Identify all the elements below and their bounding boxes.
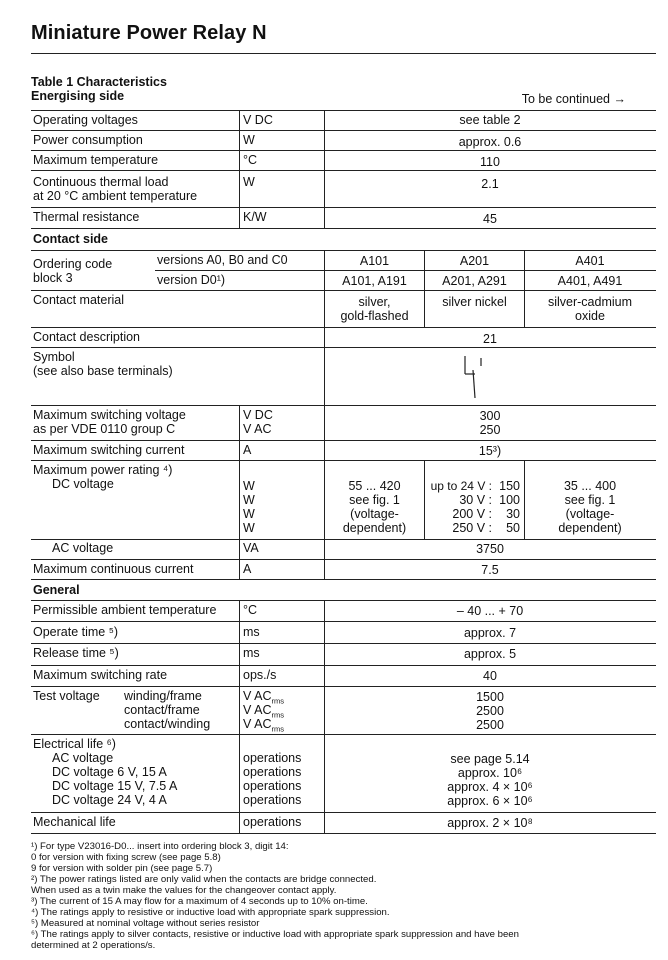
energising-heading: Energising side [31, 89, 125, 103]
unit-text: V AC [243, 717, 272, 731]
row-value: approx. 5 [463, 647, 517, 661]
title-rule [31, 53, 656, 54]
row-label: Mechanical life [33, 815, 116, 829]
row-rule [31, 539, 656, 540]
unit-subscript: rms [271, 710, 284, 720]
row-value: 45 [483, 212, 497, 226]
footnote: 9 for version with solder pin (see page 5.7) [31, 863, 213, 874]
general-heading: General [33, 583, 80, 597]
unit-subscript: rms [271, 696, 284, 706]
rating-value: see fig. 1 [349, 493, 400, 507]
table-title [31, 75, 167, 103]
row-value: see table 2 [459, 113, 521, 127]
row-unit: ms [243, 646, 260, 660]
row-label: Symbol [33, 350, 75, 364]
row-unit: W [243, 507, 255, 521]
row-label: at 20 °C ambient temperature [33, 189, 198, 203]
row-value: 300 [479, 409, 501, 423]
material-value: gold-flashed [340, 309, 409, 323]
table-caption: Table 1 Characteristics [31, 75, 167, 89]
rating-value: (voltage- [350, 507, 399, 521]
row-label: Test voltage [33, 689, 100, 703]
row-unit: A [243, 562, 252, 576]
ordering-version: versions A0, B0 and C0 [157, 253, 288, 267]
material-value: silver nickel [442, 295, 507, 309]
row-label: Continuous thermal load [33, 175, 169, 189]
row-rule [31, 643, 656, 644]
row-value: 15³) [478, 444, 502, 458]
rating-value: (voltage- [565, 507, 615, 521]
row-value: 1500 [476, 690, 504, 704]
rating-power: 100 [499, 493, 520, 507]
row-rule [31, 327, 656, 328]
row-value: approx. 0.6 [458, 135, 522, 149]
row-label: Maximum switching rate [33, 668, 168, 682]
row-rule [31, 440, 656, 441]
material-value: silver-cadmium [547, 295, 633, 309]
row-sublabel: DC voltage 15 V, 7.5 A [52, 779, 178, 793]
rating-value: dependent) [342, 521, 407, 535]
row-sublabel: winding/frame [124, 689, 202, 703]
row-rule [31, 405, 656, 406]
row-label: Maximum temperature [33, 153, 159, 167]
row-value: 40 [483, 669, 497, 683]
row-label: (see also base terminals) [33, 364, 173, 378]
row-rule [31, 600, 656, 601]
row-rule [31, 686, 656, 687]
row-value: approx. 6 × 10⁶ [447, 794, 533, 808]
rating-power: 50 [506, 521, 520, 535]
rating-voltage: 200 V : [452, 507, 492, 521]
row-label: Electrical life ⁶) [33, 737, 116, 751]
row-value: approx. 7 [463, 626, 517, 640]
footnote: 0 for version with fixing screw (see page 5.8) [31, 852, 221, 863]
row-label: Operate time ⁵) [33, 625, 119, 639]
row-sublabel: DC voltage 6 V, 15 A [52, 765, 167, 779]
row-label: Maximum power rating ⁴) [33, 463, 173, 477]
row-unit: VA [243, 541, 259, 555]
row-unit: A [243, 443, 252, 457]
row-rule [31, 130, 656, 131]
row-rule [31, 621, 656, 622]
row-unit: operations [243, 779, 302, 793]
column-rule [239, 405, 240, 579]
row-rule [155, 270, 656, 271]
row-rule [31, 559, 656, 560]
row-rule [31, 460, 656, 461]
rating-power: 30 [506, 507, 520, 521]
rating-voltage: up to 24 V : [430, 479, 492, 493]
row-unit: °C [243, 153, 258, 167]
rating-value: dependent) [558, 521, 622, 535]
rating-power: 150 [499, 479, 520, 493]
ordering-label: Ordering code [33, 257, 113, 271]
row-rule [31, 150, 656, 151]
ordering-code: A201 [459, 254, 490, 268]
row-value: 21 [483, 332, 497, 346]
row-rule [31, 228, 656, 229]
row-value: approx. 2 × 10⁸ [447, 816, 533, 830]
row-label: Permissible ambient temperature [33, 603, 217, 617]
ordering-code: A101 [359, 254, 390, 268]
row-sublabel: contact/winding [124, 717, 211, 731]
ordering-version: version D0¹) [157, 273, 226, 287]
row-unit: W [243, 493, 255, 507]
row-unit: K/W [243, 210, 267, 224]
rating-value: see fig. 1 [564, 493, 616, 507]
row-label: Power consumption [33, 133, 143, 147]
row-value: 250 [479, 423, 501, 437]
contact-symbol-icon [445, 352, 485, 400]
row-rule [31, 833, 656, 834]
row-unit: operations [243, 793, 302, 807]
row-value: approx. 4 × 10⁶ [447, 780, 533, 794]
row-label: Release time ⁵) [33, 646, 119, 660]
page-title: Miniature Power Relay N [31, 22, 267, 44]
row-rule [31, 734, 656, 735]
material-value: silver, [358, 295, 391, 309]
footnote: ⁵) Measured at nominal voltage without series resistor [31, 918, 260, 929]
footnote: When used as a twin make the values for the changeover contact apply. [31, 885, 337, 896]
row-value: 2500 [476, 718, 504, 732]
row-value: 2500 [476, 704, 504, 718]
continued-note: To be continued → [521, 92, 626, 106]
row-unit: W [243, 479, 255, 493]
row-unit: V DC [243, 408, 273, 422]
footnote: ³) The current of 15 A may flow for a maximum of 4 seconds up to 10% on-time. [31, 896, 368, 907]
material-value: oxide [575, 309, 605, 323]
row-unit: ops./s [243, 668, 277, 682]
row-sublabel: DC voltage [52, 477, 114, 491]
rating-voltage: 30 V : [459, 493, 492, 507]
row-rule [31, 812, 656, 813]
row-rule [31, 250, 656, 251]
row-label: Contact description [33, 330, 141, 344]
row-unit: V AC [243, 422, 272, 436]
ordering-code: A201, A291 [442, 274, 507, 288]
row-sublabel: AC voltage [52, 541, 114, 555]
row-label: as per VDE 0110 group C [33, 422, 176, 436]
row-value: 7.5 [481, 563, 499, 577]
row-value: 3750 [476, 542, 504, 556]
footnote: ¹) For type V23016-D0... insert into ordering block 3, digit 14: [31, 841, 289, 852]
row-unit: operations [243, 751, 302, 765]
contact-heading: Contact side [33, 232, 109, 246]
row-label: Maximum continuous current [33, 562, 194, 576]
rating-value: 55 ... 420 [348, 479, 401, 493]
unit-text: V AC [243, 689, 272, 703]
row-label: Maximum switching current [33, 443, 185, 457]
row-unit: V DC [243, 113, 273, 127]
row-value: – 40 ... + 70 [456, 604, 524, 618]
row-unit: W [243, 175, 255, 189]
row-rule [31, 207, 656, 208]
ordering-code: A101, A191 [342, 274, 407, 288]
row-unit: W [243, 133, 255, 147]
row-value: see page 5.14 [450, 752, 530, 766]
row-value: 110 [480, 155, 500, 169]
row-value: approx. 10⁶ [457, 766, 523, 780]
ordering-code: A401 [575, 254, 605, 268]
footnote: determined at 2 operations/s. [31, 940, 156, 951]
unit-subscript: rms [271, 724, 284, 734]
row-unit: W [243, 521, 255, 535]
ordering-label: block 3 [33, 271, 73, 285]
row-rule [31, 170, 656, 171]
row-rule [31, 579, 656, 580]
footnote: ⁶) The ratings apply to silver contacts, resistive or inductive load with appropriate spark suppression and have been [31, 929, 519, 940]
column-rule [239, 110, 240, 228]
row-value: 2.1 [481, 177, 499, 191]
row-sublabel: DC voltage 24 V, 4 A [52, 793, 167, 807]
row-unit: ms [243, 625, 260, 639]
column-rule [324, 110, 325, 228]
row-sublabel: contact/frame [124, 703, 200, 717]
row-unit [243, 718, 284, 736]
row-label: Operating voltages [33, 113, 138, 127]
unit-text: V AC [243, 703, 272, 717]
row-label: Maximum switching voltage [33, 408, 186, 422]
row-rule [31, 290, 656, 291]
row-rule [31, 347, 656, 348]
row-rule [31, 110, 656, 111]
row-sublabel: AC voltage [52, 751, 114, 765]
footnote: ²) The power ratings listed are only valid when the contacts are bridge connected. [31, 874, 377, 885]
footnote: ⁴) The ratings apply to resistive or inductive load with appropriate spark suppression. [31, 907, 390, 918]
row-unit: operations [243, 765, 302, 779]
row-rule [31, 665, 656, 666]
rating-voltage: 250 V : [452, 521, 492, 535]
column-rule [424, 460, 425, 539]
row-label: Thermal resistance [33, 210, 140, 224]
row-unit: operations [243, 815, 302, 829]
column-rule [239, 600, 240, 833]
row-label: Contact material [33, 293, 125, 307]
row-unit: °C [243, 603, 258, 617]
ordering-code: A401, A491 [557, 274, 623, 288]
rating-value: 35 ... 400 [563, 479, 617, 493]
